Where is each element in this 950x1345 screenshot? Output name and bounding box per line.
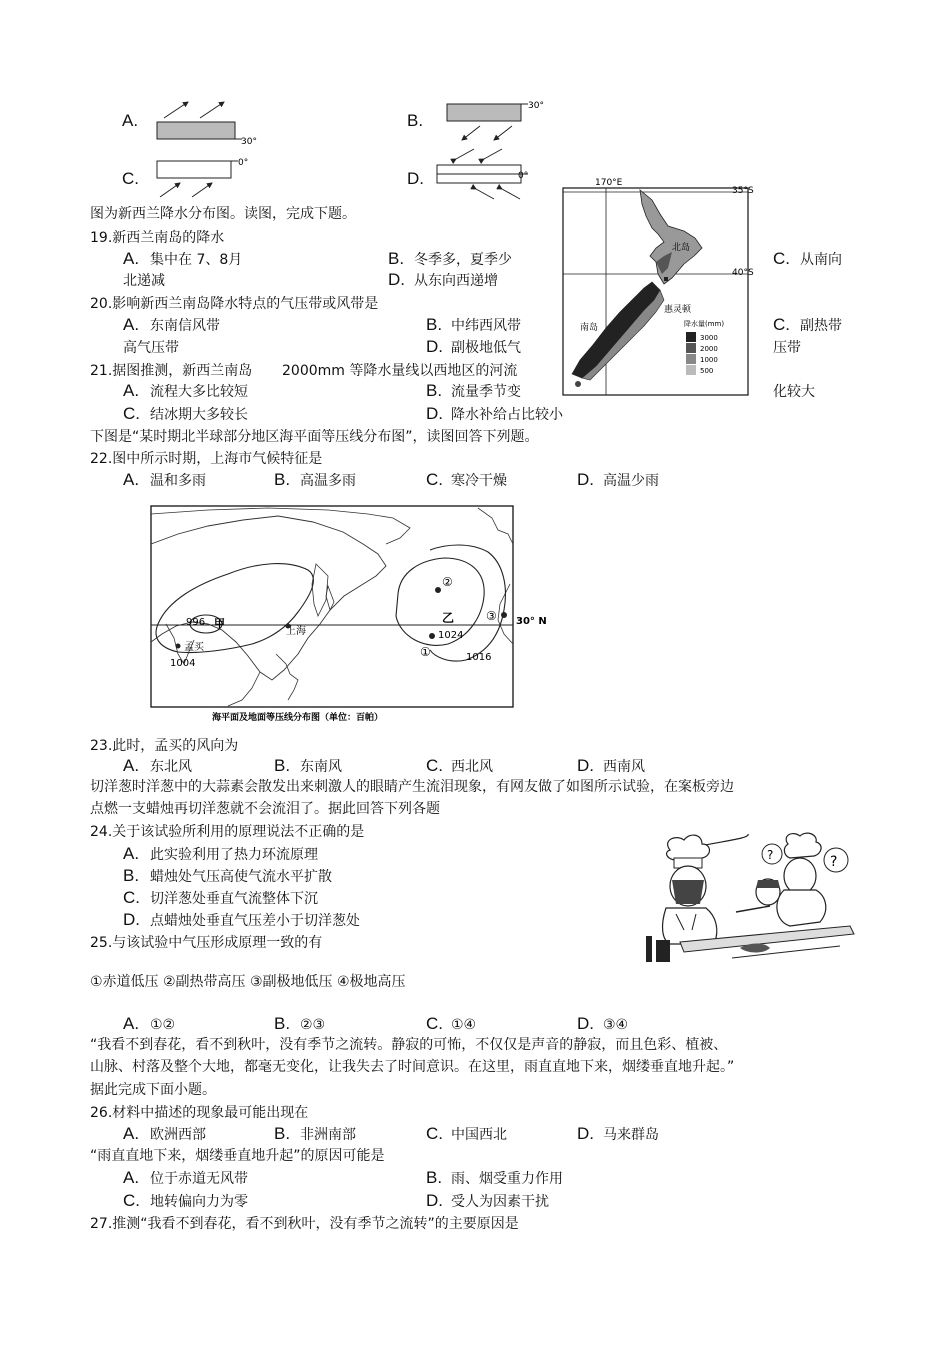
q21-b-cont: 化较大 [773, 384, 815, 400]
legend-value: 2000 [700, 345, 718, 353]
q24-a-text: 此实验利用了热力环流原理 [150, 847, 318, 863]
q22-d-label[interactable]: D. [577, 470, 594, 489]
q18-option-d-label[interactable]: D. [407, 169, 424, 188]
nz-intro: 图为新西兰降水分布图。读图，完成下题。 [90, 206, 356, 222]
q24-d-text: 点蜡烛处垂直气压差小于切洋葱处 [150, 913, 360, 929]
q22-b-label[interactable]: B. [274, 470, 291, 489]
q24-stem: 24.关于该试验所利用的原理说法不正确的是 [90, 824, 365, 840]
legend-value: 1000 [700, 356, 718, 364]
legend-value: 3000 [700, 334, 718, 342]
q26b-c-text: 地转偏向力为零 [150, 1194, 248, 1210]
q19-c-text: 从南向 [800, 252, 842, 268]
isobar-map-caption: 海平面及地面等压线分布图（单位：百帕） [212, 713, 384, 723]
legend-value: 500 [700, 367, 714, 375]
jia-label: 甲 [214, 617, 225, 630]
q20-b-text: 中纬西风带 [451, 318, 521, 334]
point-3-dot [501, 612, 507, 618]
shanghai-label: 上海 [286, 626, 306, 637]
onion-intro-1: 切洋葱时洋葱中的大蒜素会散发出来刺激人的眼睛产生流泪现象，有网友做了如图所示试验，在案板旁边 [90, 779, 734, 795]
quote-line-3: 据此完成下面小题。 [90, 1082, 216, 1098]
q23-c-label[interactable]: C. [426, 756, 443, 775]
q18-b-lat: 30° [528, 101, 544, 111]
q18-option-b-label[interactable]: B. [407, 111, 424, 130]
onion-intro-2: 点燃一支蜡烛再切洋葱就不会流泪了。据此回答下列各题 [90, 801, 440, 817]
q21-stem-1: 21.据图推测，新西兰南岛 [90, 363, 253, 379]
q20-d-label[interactable]: D. [426, 337, 443, 356]
q25-a-label[interactable]: A. [123, 1014, 140, 1033]
q22-stem: 22.图中所示时期，上海市气候特征是 [90, 451, 323, 467]
nz-lat40-label: 40°S [732, 268, 754, 278]
nz-legend-title: 降水量(mm) [684, 320, 725, 328]
q23-a-text: 东北风 [150, 759, 192, 775]
point-1-label: ① [420, 645, 431, 659]
q18-diagram-d [432, 145, 542, 203]
legend-swatch-500 [686, 365, 696, 375]
q26b-a-label[interactable]: A. [123, 1168, 140, 1187]
q21-stem-2: 2000mm 等降水量线以西地区的河流 [282, 363, 518, 379]
q22-a-text: 温和多雨 [150, 473, 206, 489]
q19-c-cont: 北递减 [123, 273, 165, 289]
q21-a-label[interactable]: A. [123, 381, 140, 400]
q22-c-text: 寒冷干燥 [451, 473, 507, 489]
mumbai-dot [176, 644, 181, 649]
q20-d-text: 副极地低气 [451, 340, 521, 356]
point-3-label: ③ [486, 609, 497, 623]
q18-c-lat: 0° [238, 158, 249, 168]
chef-cartoon-illustration [640, 830, 855, 970]
q26-d-label[interactable]: D. [577, 1124, 594, 1143]
q25-b-text: ②③ [300, 1017, 326, 1033]
q22-b-text: 高温多雨 [300, 473, 356, 489]
isobar-intro: 下图是“某时期北半球部分地区海平面等压线分布图”，读图回答下列题。 [90, 429, 539, 445]
q27-stem: 27.推测“我看不到春花，看不到秋叶，没有季节之流转”的主要原因是 [90, 1216, 519, 1232]
q21-c-text: 结冰期大多较长 [150, 407, 248, 423]
q21-c-label[interactable]: C. [123, 404, 140, 423]
q20-a-text: 东南信风带 [150, 318, 220, 334]
quote-line-1: “我看不到春花，看不到秋叶，没有季节之流转。静寂的可怖，不仅仅是声音的静寂，而且色彩、植被、 [90, 1037, 728, 1053]
q24-d-label[interactable]: D. [123, 910, 140, 929]
isobar-1024-label: 1024 [438, 630, 464, 641]
quote-line-2: 山脉、村落及整个大地，都毫无变化，让我失去了时间意识。在这里，雨直直地下来，烟缕垂直地升起。” [90, 1059, 735, 1075]
q26-a-text: 欧洲西部 [150, 1127, 206, 1143]
q20-c-cont: 高气压带 [123, 340, 179, 356]
wellington-label: 惠灵顿 [664, 305, 692, 315]
q20-a-label[interactable]: A. [123, 315, 140, 334]
q26-a-label[interactable]: A. [123, 1124, 140, 1143]
isobar-996-label: 996 [186, 617, 206, 628]
svg-text:?: ? [830, 854, 838, 870]
q26b-b-text: 雨、烟受重力作用 [451, 1171, 563, 1187]
isobar-1004-label: 1004 [170, 658, 196, 669]
q25-stem: 25.与该试验中气压形成原理一致的有 [90, 935, 323, 951]
q24-c-text: 切洋葱处垂直气流整体下沉 [150, 891, 318, 907]
q26-c-text: 中国西北 [451, 1127, 507, 1143]
q22-c-label[interactable]: C. [426, 470, 443, 489]
q18-option-a-label[interactable]: A. [122, 111, 139, 130]
q26-d-text: 马来群岛 [603, 1127, 659, 1143]
nz-lat35-label: 35°S [732, 186, 754, 196]
svg-text:?: ? [767, 848, 774, 862]
q21-b-label[interactable]: B. [426, 381, 443, 400]
isobar-map [148, 504, 548, 726]
q26b-a-text: 位于赤道无风带 [150, 1171, 248, 1187]
q26-c-label[interactable]: C. [426, 1124, 443, 1143]
q26b-d-label[interactable]: D. [426, 1191, 443, 1210]
q21-d-text: 降水补给占比较小 [451, 407, 563, 423]
q23-a-label[interactable]: A. [123, 756, 140, 775]
q18-d-lat: 0° [518, 171, 529, 181]
q19-b-label[interactable]: B. [388, 249, 405, 268]
q24-a-label[interactable]: A. [123, 844, 140, 863]
q19-a-text: 集中在 7、8月 [150, 252, 243, 268]
q25-b-label[interactable]: B. [274, 1014, 291, 1033]
isobar-1016-label: 1016 [466, 652, 492, 663]
q22-d-text: 高温少雨 [603, 473, 659, 489]
q21-d-label[interactable]: D. [426, 404, 443, 423]
lat-30n-label: 30° N [516, 616, 547, 627]
q26-b-text: 非洲南部 [300, 1127, 356, 1143]
q19-a-label[interactable]: A. [123, 249, 140, 268]
south-island-label: 南岛 [580, 323, 599, 333]
nz-lon-label: 170°E [595, 178, 623, 188]
stewart-island [575, 381, 581, 387]
point-1-dot [429, 633, 435, 639]
wellington-marker [664, 277, 668, 281]
q24-b-text: 蜡烛处气压高使气流水平扩散 [150, 869, 332, 885]
q25-c-text: ①④ [451, 1017, 477, 1033]
q18-a-lat: 30° [241, 137, 257, 147]
q18-diagram-b [440, 98, 550, 148]
q26-stem: 26.材料中描述的现象最可能出现在 [90, 1105, 309, 1121]
q23-d-label[interactable]: D. [577, 756, 594, 775]
q25-d-text: ③④ [603, 1017, 629, 1033]
q21-a-text: 流程大多比较短 [150, 384, 248, 400]
legend-swatch-1000 [686, 354, 696, 364]
point-2-dot [435, 587, 441, 593]
q23-b-text: 东南风 [300, 759, 342, 775]
q23-c-text: 西北风 [451, 759, 493, 775]
q20-stem: 20.影响新西兰南岛降水特点的气压带或风带是 [90, 296, 379, 312]
q24-c-label[interactable]: C. [123, 888, 140, 907]
q25-a-text: ①② [150, 1017, 176, 1033]
q20-d-cont: 压带 [773, 340, 801, 356]
q26b-b-label[interactable]: B. [426, 1168, 443, 1187]
q20-c-label[interactable]: C. [773, 315, 790, 334]
q26b-d-text: 受人为因素干扰 [451, 1194, 549, 1210]
q21-b-text: 流量季节变 [451, 384, 521, 400]
q20-c-text: 副热带 [800, 318, 842, 334]
q23-stem: 23.此时，孟买的风向为 [90, 738, 239, 754]
north-island-label: 北岛 [672, 243, 691, 253]
q26-b-label[interactable]: B. [274, 1124, 291, 1143]
q18-diagram-a [150, 98, 260, 148]
q22-a-label[interactable]: A. [123, 470, 140, 489]
q19-b-text: 冬季多，夏季少 [414, 252, 512, 268]
q19-c-label[interactable]: C. [773, 249, 790, 268]
q25-items: ①赤道低压 ②副热带高压 ③副极地低压 ④极地高压 [90, 974, 406, 990]
mumbai-label: 孟买 [184, 642, 204, 653]
q24-b-label[interactable]: B. [123, 866, 140, 885]
legend-swatch-2000 [686, 343, 696, 353]
legend-swatch-3000 [686, 332, 696, 342]
q19-d-label[interactable]: D. [388, 270, 405, 289]
q25-c-label[interactable]: C. [426, 1014, 443, 1033]
nz-precipitation-map [560, 176, 760, 400]
q19-stem: 19.新西兰南岛的降水 [90, 230, 225, 246]
q23-b-label[interactable]: B. [274, 756, 291, 775]
q23-d-text: 西南风 [603, 759, 645, 775]
q18-diagram-c [150, 155, 260, 200]
q26b-stem: “雨直直地下来，烟缕垂直地升起”的原因可能是 [90, 1148, 385, 1164]
q25-d-label[interactable]: D. [577, 1014, 594, 1033]
q18-option-c-label[interactable]: C. [122, 169, 139, 188]
point-2-label: ② [442, 575, 453, 589]
q26b-c-label[interactable]: C. [123, 1191, 140, 1210]
q20-b-label[interactable]: B. [426, 315, 443, 334]
yi-label: 乙 [442, 611, 455, 625]
q19-d-text: 从东向西递增 [414, 273, 498, 289]
